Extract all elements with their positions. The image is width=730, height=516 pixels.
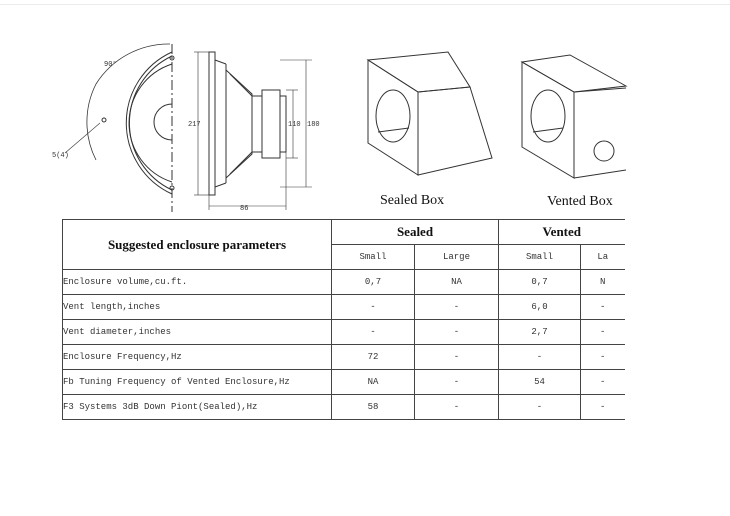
sealed-box-drawing	[368, 52, 492, 175]
vented-large-header: La	[581, 245, 625, 270]
sealed-small-value: -	[332, 320, 415, 345]
table-row	[63, 345, 625, 370]
speaker-side-view	[194, 52, 312, 210]
vented-small-value: -	[499, 345, 581, 370]
sealed-small-header: Small	[332, 245, 415, 270]
table-row	[63, 295, 625, 320]
vented-small-value: 2,7	[499, 320, 581, 345]
vented-large-value: -	[581, 295, 625, 320]
vented-small-value: 0,7	[499, 270, 581, 295]
sealed-large-value: -	[415, 370, 499, 395]
angle-dimension: 90°	[104, 61, 117, 69]
vented-small-value: 6,0	[499, 295, 581, 320]
vented-small-value: 54	[499, 370, 581, 395]
vented-large-value: -	[581, 395, 625, 420]
row-label: Vent length,inches	[63, 295, 332, 320]
row-label: F3 Systems 3dB Down Piont(Sealed),Hz	[63, 395, 332, 420]
vented-small-value: -	[499, 395, 581, 420]
row-label: Enclosure volume,cu.ft.	[63, 270, 332, 295]
vented-box-label: Vented Box	[547, 194, 613, 209]
sealed-large-value: -	[415, 345, 499, 370]
table-row	[63, 270, 625, 295]
vented-large-value: -	[581, 345, 625, 370]
table-row	[63, 370, 625, 395]
sealed-small-value: 58	[332, 395, 415, 420]
sealed-small-value: -	[332, 295, 415, 320]
table-row	[63, 320, 625, 345]
row-label: Vent diameter,inches	[63, 320, 332, 345]
holes-dimension: 5(4)	[52, 152, 69, 160]
enclosure-parameters-table	[62, 219, 625, 420]
magnet-diameter-dimension: 110	[288, 121, 301, 129]
table-header-row	[63, 220, 625, 245]
vented-group-header: Vented	[499, 220, 625, 245]
depth-dimension: 86	[240, 205, 249, 213]
sealed-large-value: -	[415, 320, 499, 345]
mount-diameter-dimension: 180	[307, 121, 320, 129]
table-title: Suggested enclosure parameters	[63, 220, 332, 270]
sealed-large-value: -	[415, 295, 499, 320]
sealed-large-value: NA	[415, 270, 499, 295]
vented-large-value: -	[581, 320, 625, 345]
sealed-small-value: NA	[332, 370, 415, 395]
vented-small-header: Small	[499, 245, 581, 270]
outer-diameter-dimension: 217	[188, 121, 201, 129]
speaker-front-view	[65, 44, 174, 212]
sealed-small-value: 0,7	[332, 270, 415, 295]
sealed-group-header: Sealed	[332, 220, 499, 245]
sealed-box-label: Sealed Box	[380, 193, 445, 208]
vented-box-drawing	[522, 55, 626, 178]
vented-large-value: -	[581, 370, 625, 395]
sealed-small-value: 72	[332, 345, 415, 370]
row-label: Enclosure Frequency,Hz	[63, 345, 332, 370]
table-row	[63, 395, 625, 420]
row-label: Fb Tuning Frequency of Vented Enclosure,Hz	[63, 370, 332, 395]
sealed-large-value: -	[415, 395, 499, 420]
vented-large-value: N	[581, 270, 625, 295]
sealed-large-header: Large	[415, 245, 499, 270]
